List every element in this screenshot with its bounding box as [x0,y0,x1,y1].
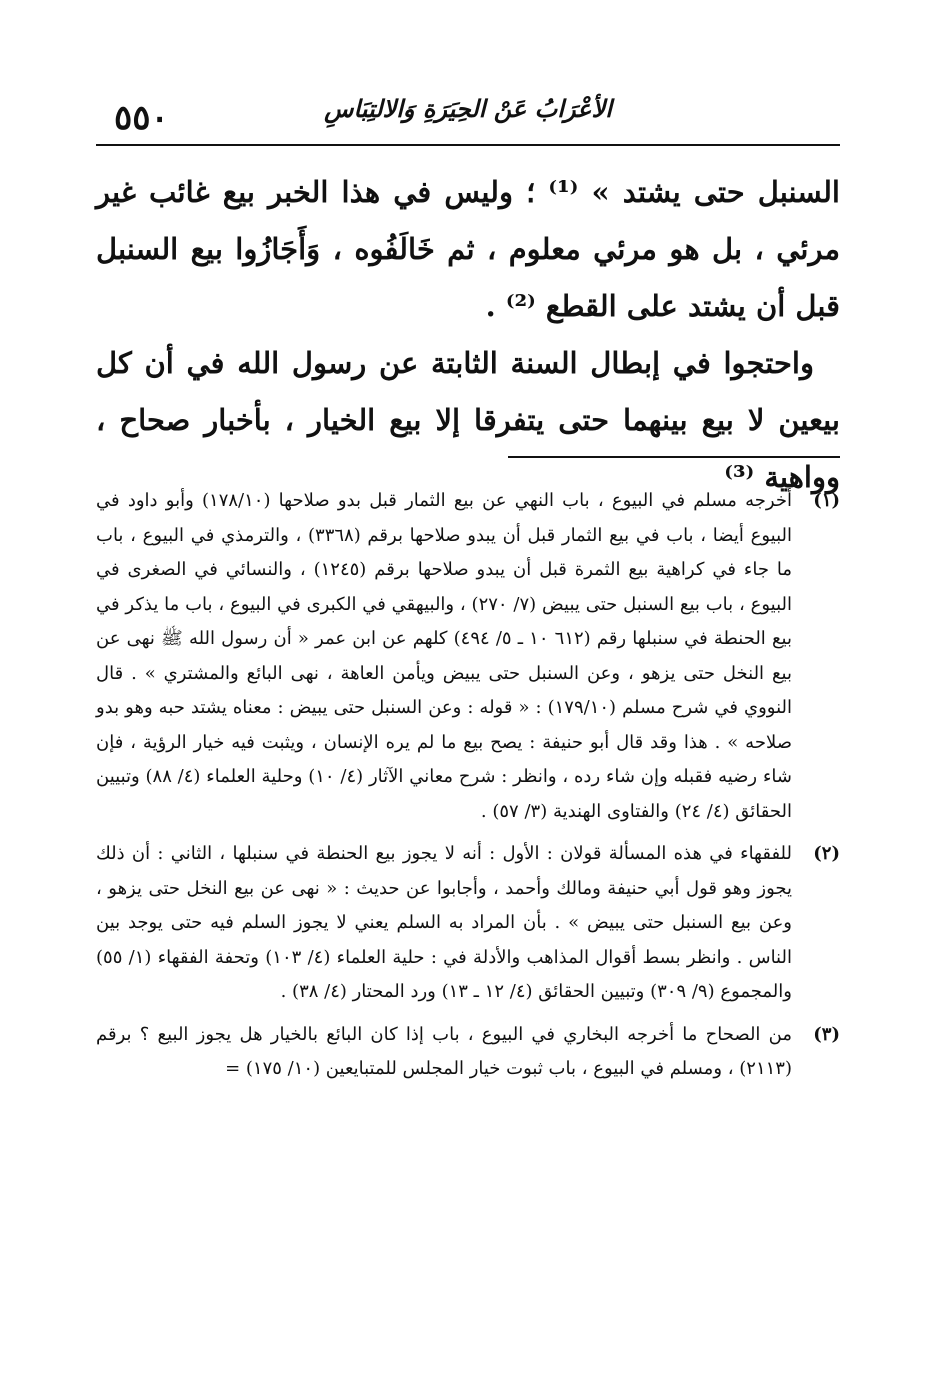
body-paragraph: السنبل حتى يشتد » ⁽¹⁾ ؛ وليس في هذا الخبر بيع غائب غير مرئي ، بل هو مرئي معلوم ، ثم خَالَفُوه ، وَأَجَازُوا بيع السنبل قبل أن يشتد على القطع ⁽²⁾ . [96,175,840,323]
main-text [96,164,840,506]
body-paragraph: واحتجوا في إبطال السنة الثابتة عن رسول الله في أن كل بيعين لا بيع بينهما حتى يتفرقا إلا بيع الخيار ، بأخبار صحاح ، وواهية ⁽³⁾ [96,346,840,494]
footnotes [96,484,840,1095]
footnote [96,484,840,829]
footnote-text: من الصحاح ما أخرجه البخاري في البيوع ، باب إذا كان البائع بالخيار هل يجوز البيع ؟ برقم (٢١١٣) ، ومسلم في البيوع ، باب ثبوت خيار المجلس للمتبايعين (١٠/ ١٧٥) = [96,1023,792,1079]
footnote [96,837,840,1010]
page-number: ٥٥٠ [114,98,169,138]
running-title: الأعْرَابُ عَنْ الحِيَرَةِ وَالالتِبَاسِ [324,94,612,123]
header-rule [96,144,840,146]
footnote-text: أخرجه مسلم في البيوع ، باب النهي عن بيع الثمار قبل بدو صلاحها (١٧٨/١٠) وأبو داود في البيوع أيضا ، باب في بيع الثمار قبل أن يبدو صلاحها برقم (٣٣٦٨) ، والترمذي في البيوع ، باب ما جاء في كراهية بيع الثمرة قبل أن يبدو صلاحها برقم (١٢٤٥) ، والنسائي في الصغرى في البيوع ، باب بيع السنبل حتى يبيض (٧/ ٢٧٠) ، والبيهقي في الكبرى في البيوع ، باب ما يذكر في بيع الحنطة في سنبلها رقم (٦١٢ ١٠ ـ ٥/ ٤٩٤) كلهم عن ابن عمر « أن رسول الله ﷺ نهى عن بيع النخل حتى يزهو ، وعن السنبل حتى يبيض ويأمن العاهة ، نهى البائع والمشتري » . قال النووي في شرح مسلم (١٧٩/١٠) : « قوله : وعن السنبل حتى يبيض : معناه يشتد حبه وهو بدو صلاحه » . هذا وقد قال أبو حنيفة : يصح بيع ما لم يره الإنسان ، ويثبت فيه خيار الرؤية ، فإن شاء رضيه فقبله وإن شاء رده ، وانظر : شرح معاني الآثار (٤/ ١٠) وحلية العلماء (٤/ ٨٨) وتبيين الحقائق (٤/ ٢٤) والفتاوى الهندية (٣/ ٥٧) . [96,490,792,822]
footnote [96,1018,840,1087]
footnote-number: (١) [813,490,840,511]
footnote-number: (٢) [813,843,840,864]
footnote-number: (٣) [813,1023,840,1045]
footnote-text: للفقهاء في هذه المسألة قولان : الأول : أنه لا يجوز بيع الحنطة في سنبلها ، الثاني : أن ذلك يجوز وهو قول أبي حنيفة ومالك وأحمد ، وأجابوا عن حديث : « نهى عن بيع النخل حتى يزهو ، وعن بيع السنبل حتى يبيض » . بأن المراد به السلم يعني لا يجوز السلم فيه حتى يوجد بين الناس . وانظر بسط أقوال المذاهب والأدلة في : حلية العلماء (٤/ ١٠٣) وتحفة الفقهاء (١/ ٥٥) والمجموع (٩/ ٣٠٩) وتبيين الحقائق (٤/ ١٢ ـ ١٣) ورد المحتار (٤/ ٣٨) . [96,843,792,1002]
page-header [96,78,840,152]
footnote-separator [508,456,840,458]
